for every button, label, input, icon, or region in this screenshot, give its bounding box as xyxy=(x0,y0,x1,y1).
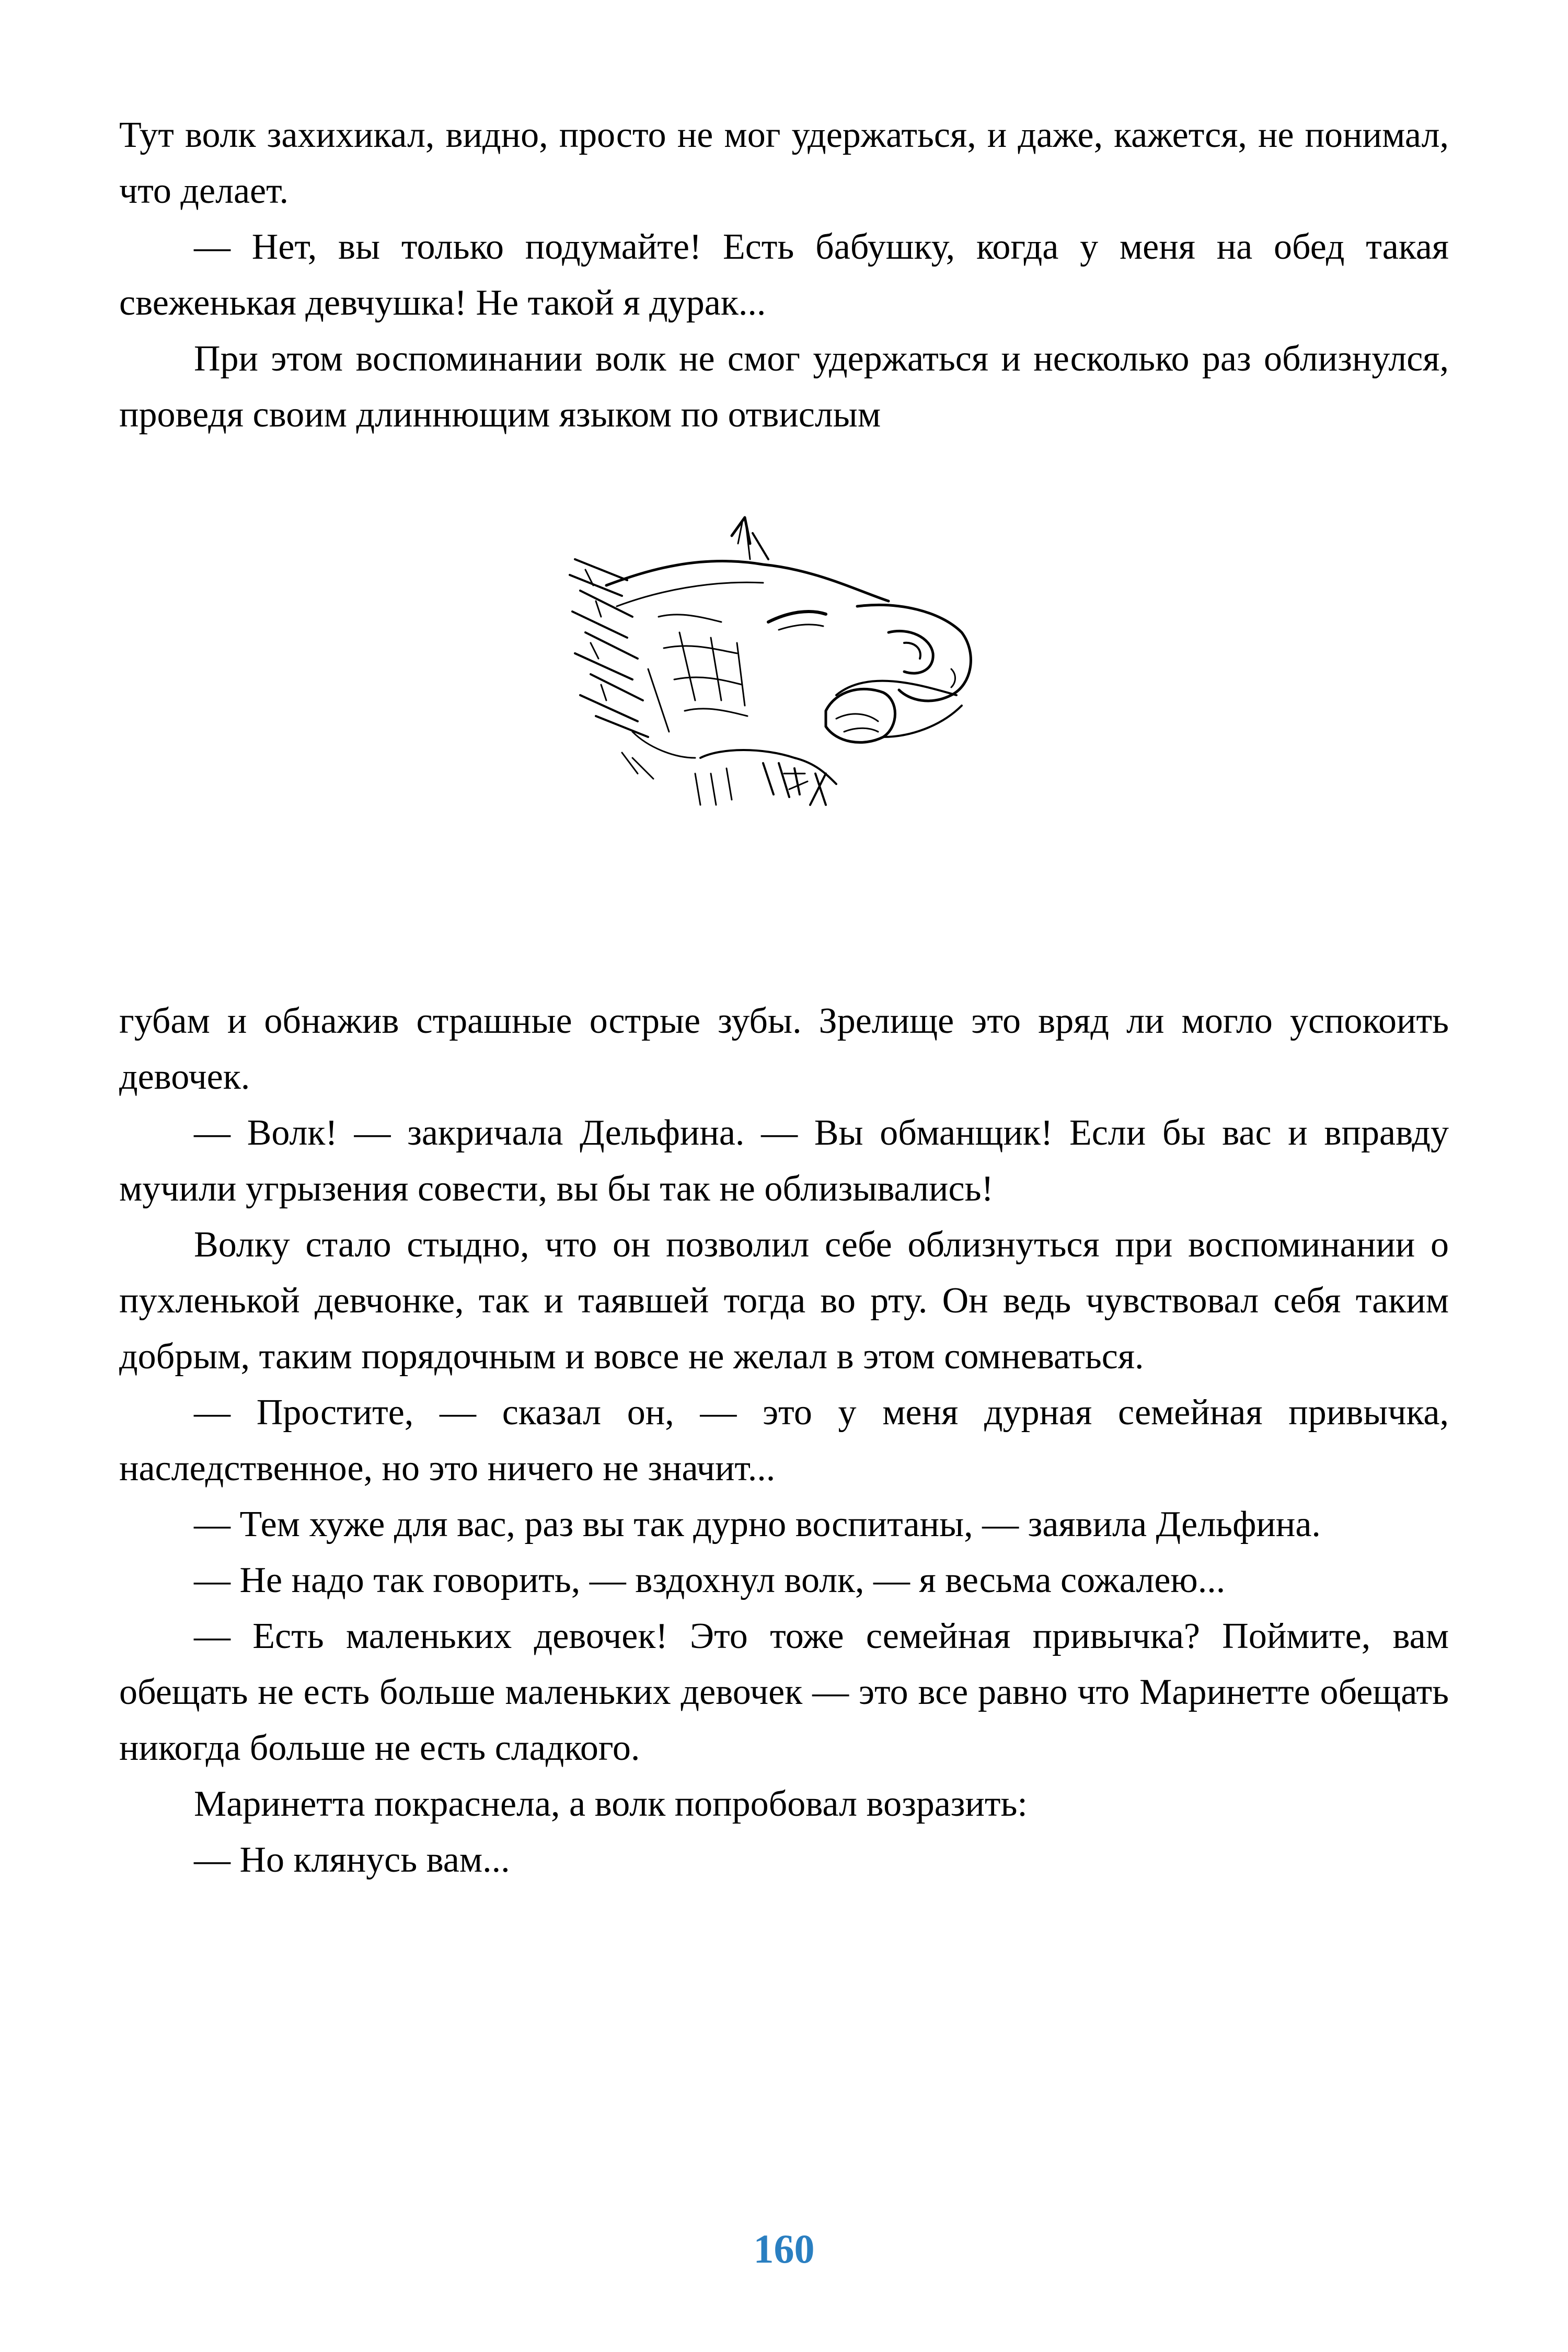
paragraph: — Есть маленьких девочек! Это тоже семейная привычка? Поймите, вам обещать не есть больше маленьких девочек — это все равно что Маринетте обещать никогда больше не есть сладкого. xyxy=(119,1616,1449,1768)
paragraph: — Простите, — сказал он, — это у меня дурная семейная привычка, наследственное, но это ничего не значит... xyxy=(119,1392,1449,1489)
text-block-bottom xyxy=(119,993,1449,1888)
text-block-top xyxy=(119,107,1449,443)
paragraph: Волку стало стыдно, что он позволил себе облизнуться при воспоминании о пухленькой девчонке, так и таявшей тогда во рту. Он ведь чувствовал себя таким добрым, таким порядочным и вовсе не желал в этом сомневаться. xyxy=(119,1225,1449,1377)
paragraph: — Не надо так говорить, — вздохнул волк, — я весьма сожалею... xyxy=(194,1560,1226,1600)
paragraph: Маринетта покраснела, а волк попробовал возразить: xyxy=(194,1784,1028,1824)
paragraph: — Тем хуже для вас, раз вы так дурно воспитаны, — заявила Дельфина. xyxy=(194,1504,1321,1544)
paragraph: Тут волк захихикал, видно, просто не мог удержаться, и даже, кажется, не понимал, что делает. xyxy=(119,115,1449,211)
paragraph: губам и обнажив страшные острые зубы. Зрелище это вряд ли могло успокоить девочек. xyxy=(119,1001,1449,1097)
paragraph: — Волк! — закричала Дельфина. — Вы обманщик! Если бы вас и вправду мучили угрызения совести, вы бы так не облизывались! xyxy=(119,1113,1449,1209)
paragraph: — Но клянусь вам... xyxy=(194,1840,510,1880)
wolf-head-sketch-icon xyxy=(544,512,1035,857)
page-number: 160 xyxy=(753,2226,815,2272)
paragraph: — Нет, вы только подумайте! Есть бабушку, когда у меня на обед такая свеженькая девчушка! Не такой я дурак... xyxy=(119,227,1449,323)
paragraph: При этом воспоминании волк не смог удержаться и несколько раз облизнулся, проведя своим длиннющим языком по отвислым xyxy=(119,339,1449,435)
